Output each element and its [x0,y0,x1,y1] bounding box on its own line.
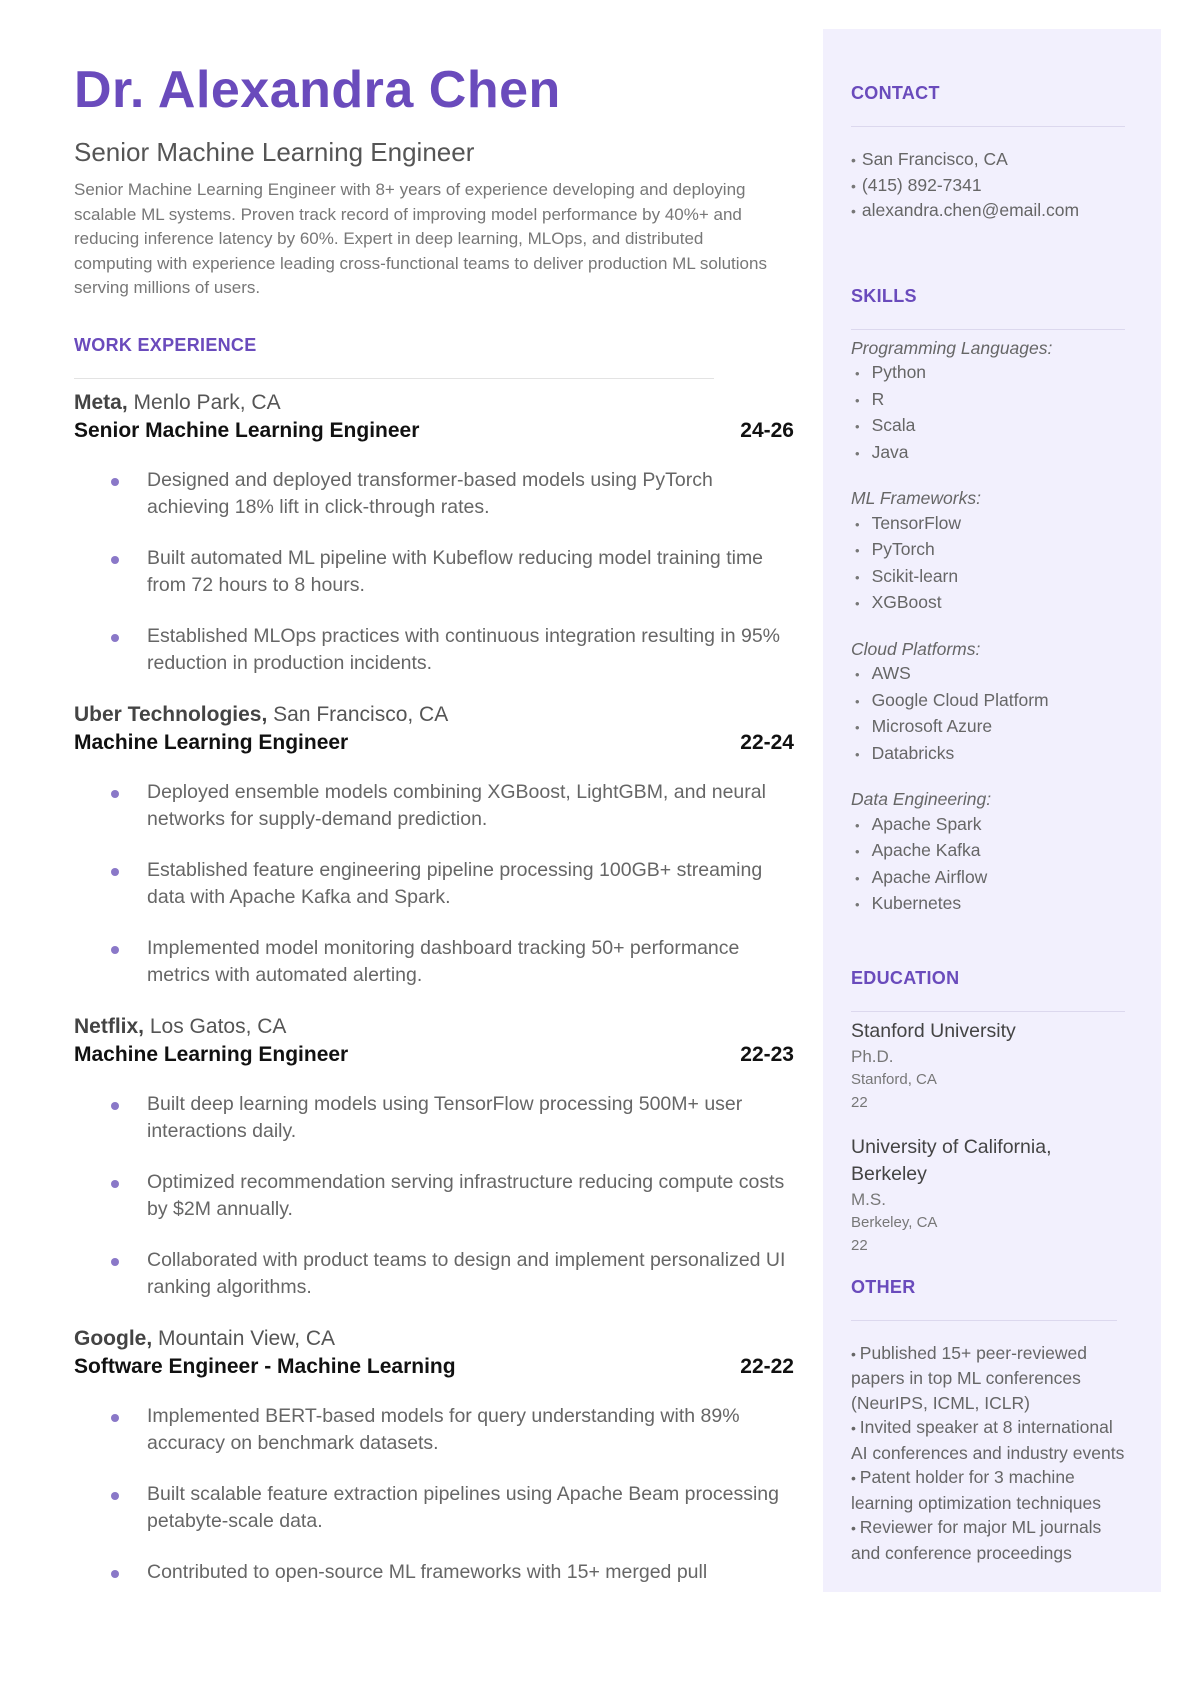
bullet-text: Implemented BERT-based models for query understanding with 89% accuracy on benchmark datasets. [147,1404,740,1454]
bullet-text: Optimized recommendation serving infrastructure reducing compute costs by $2M annually. [147,1170,785,1220]
skill-item [851,812,1131,839]
bullet-dot-icon [111,1180,119,1188]
job-bullets [74,1403,794,1586]
bullet-text: Built scalable feature extraction pipelines using Apache Beam processing petabyte-scale data. [147,1482,779,1532]
company-name: Meta, [74,390,128,414]
degree: Ph.D. [851,1046,894,1066]
skill-text: Google Cloud Platform [871,689,1049,710]
contact-text: (415) 892-7341 [861,174,982,195]
skill-text: Apache Spark [871,813,982,834]
bullet-icon: • [855,870,860,886]
skill-items [851,661,1131,767]
bullet-icon: • [851,203,856,219]
school-name: University of California, Berkeley [851,1135,1052,1185]
company-name: Uber Technologies, [74,702,268,726]
skill-item [851,360,1131,387]
other-text: Published 15+ peer-reviewed papers in top ML conferences (NeurIPS, ICML, ICLR) [851,1342,1087,1413]
skill-text: PyTorch [871,539,935,559]
job-company-line [74,389,794,417]
job-bullets [74,467,794,677]
skill-item [851,590,1131,617]
bullet-icon: • [855,569,860,585]
divider [74,378,714,379]
role-row [74,417,794,445]
skill-text: Scala [871,415,916,435]
skill-text: Microsoft Azure [871,716,993,736]
contact-item [851,147,1131,173]
skill-text: Apache Kafka [871,840,981,860]
summary: Senior Machine Learning Engineer with 8+ years of experience developing and deploying scalable ML systems. Proven track record of improving model performance by 40%+ and reducing inference latency by 60%. Expert in deep learning, MLOps, and distributed computing with experience leading cross-functional teams to deliver production ML solutions serving millions of users. [74,180,767,297]
bullet-item [74,545,794,599]
bullet-icon: • [851,152,856,168]
skill-item [851,413,1131,440]
bullet-text: Deployed ensemble models combining XGBoost, LightGBM, and neural networks for supply-demand prediction. [147,780,766,830]
other-item [851,1415,1131,1465]
job-role: Machine Learning Engineer [74,1042,349,1066]
bullet-icon: • [851,1470,860,1486]
bullet-dot-icon [111,1414,119,1422]
bullet-text: Built deep learning models using TensorFlow processing 500M+ user interactions daily. [147,1092,743,1142]
bullet-text: Built automated ML pipeline with Kubeflow reducing model training time from 72 hours to 8 hours. [147,546,764,596]
bullet-item [74,1091,794,1145]
sidebar [823,29,1161,1592]
candidate-name: Dr. Alexandra Chen [74,61,561,119]
bullet-item [74,857,794,911]
skill-text: Databricks [871,742,955,763]
other-heading: OTHER [851,1276,916,1297]
bullet-text: Implemented model monitoring dashboard tracking 50+ performance metrics with automated alerting. [147,936,740,986]
job-location: San Francisco, CA [273,702,449,726]
other-item [851,1341,1131,1416]
skill-item [851,387,1131,414]
school-name: Stanford University [851,1019,1016,1042]
bullet-item [74,1481,794,1535]
bullet-dot-icon [111,1258,119,1266]
job-company-line [74,701,794,729]
degree: M.S. [851,1189,886,1209]
bullet-dot-icon [111,1570,119,1578]
skill-item [851,838,1131,865]
bullet-icon: • [855,596,860,611]
bullet-text: Collaborated with product teams to design and implement personalized UI ranking algorithms. [147,1248,786,1298]
contact-item [851,198,1131,224]
bullet-dot-icon [111,790,119,798]
divider [851,329,1125,330]
bullet-dot-icon [111,634,119,642]
bullet-icon: • [855,720,860,735]
other-item [851,1465,1131,1515]
contact-item [851,173,1131,199]
bullet-item [74,1169,794,1223]
skill-category [851,637,1131,768]
skill-category-name: Programming Languages: [851,337,1053,358]
school-location: Stanford, CA [851,1070,937,1088]
bullet-item [74,1559,794,1586]
job-role: Software Engineer - Machine Learning [74,1354,456,1378]
bullet-item [74,467,794,521]
school-location: Berkeley, CA [851,1213,938,1231]
job-entry [74,1325,794,1586]
divider [851,126,1125,127]
education-entry [851,1134,1131,1257]
skill-text: Python [871,362,927,382]
bullet-icon: • [851,177,856,194]
bullet-text: Contributed to open-source ML frameworks with 15+ merged pull [147,1560,708,1583]
bullet-text: Established MLOps practices with continuous integration resulting in 95% reduction in production incidents. [147,624,781,674]
job-role: Machine Learning Engineer [74,730,349,754]
skill-item [851,537,1131,564]
education-heading: EDUCATION [851,967,960,988]
other-text: Reviewer for major ML journals and conference proceedings [851,1517,1102,1563]
bullet-icon: • [855,667,860,682]
skill-item [851,891,1131,918]
skills-list [851,336,1131,918]
company-name: Google, [74,1326,153,1350]
bullet-icon: • [855,516,860,532]
contact-text: San Francisco, CA [861,149,1008,169]
bullet-dot-icon [111,1492,119,1500]
bullet-item [74,1403,794,1457]
skill-item [851,741,1131,768]
company-name: Netflix, [74,1014,145,1038]
bullet-dot-icon [111,946,119,954]
skill-category-name: Cloud Platforms: [851,638,981,659]
bullet-icon: • [855,366,860,381]
main-column [74,58,794,1610]
jobs-list [74,389,794,1586]
bullet-icon: • [855,693,860,709]
job-location: Los Gatos, CA [149,1014,287,1038]
bullet-icon: • [855,543,860,558]
bullet-icon: • [855,445,860,461]
skill-text: Kubernetes [871,893,962,913]
skill-category [851,486,1131,617]
job-entry [74,701,794,989]
bullet-item [74,1247,794,1301]
job-role: Senior Machine Learning Engineer [74,418,420,442]
bullet-icon: • [851,1345,860,1362]
other-text: Patent holder for 3 machine learning optimization techniques [851,1467,1102,1513]
skill-item [851,865,1131,892]
bullet-text: Designed and deployed transformer-based models using PyTorch achieving 18% lift in click-through rates. [147,468,713,518]
skill-text: XGBoost [871,592,942,612]
skill-category [851,787,1131,918]
bullet-icon: • [855,817,860,833]
skill-items [851,360,1131,466]
bullet-icon: • [855,419,860,434]
candidate-title: Senior Machine Learning Engineer [74,137,475,167]
skill-category [851,336,1131,467]
bullet-text: Established feature engineering pipeline processing 100GB+ streaming data with Apache Kafka and Spark. [147,858,763,908]
work-experience-heading: WORK EXPERIENCE [74,334,257,355]
skill-item [851,661,1131,688]
skill-item [851,511,1131,538]
skill-item [851,714,1131,741]
skill-category-name: Data Engineering: [851,789,992,809]
job-entry [74,389,794,677]
bullet-item [74,623,794,677]
bullet-dot-icon [111,868,119,876]
job-entry [74,1013,794,1301]
other-items [851,1341,1131,1566]
skill-item [851,688,1131,715]
job-company-line [74,1325,794,1353]
bullet-icon: • [855,746,860,762]
bullet-icon: • [855,392,860,408]
skill-text: R [871,388,885,409]
skill-text: TensorFlow [871,512,962,533]
divider [851,1011,1125,1012]
graduation-year: 22 [851,1093,868,1111]
bullet-icon: • [855,897,860,912]
other-item [851,1515,1131,1565]
education-entry [851,1018,1131,1114]
job-dates: 22-22 [740,1354,794,1378]
skill-item [851,564,1131,591]
skill-item [851,440,1131,467]
role-row [74,1353,794,1381]
bullet-icon: • [851,1420,860,1436]
job-dates: 24-26 [740,418,794,442]
skill-text: Java [871,441,909,462]
bullet-icon: • [855,844,860,859]
skill-category-name: ML Frameworks: [851,488,981,508]
bullet-item [74,779,794,833]
skills-heading: SKILLS [851,285,917,306]
job-company-line [74,1013,794,1041]
skill-text: AWS [871,663,911,683]
bullet-dot-icon [111,556,119,564]
job-location: Mountain View, CA [158,1326,336,1350]
contact-text: alexandra.chen@email.com [861,200,1080,220]
graduation-year: 22 [851,1236,868,1254]
job-dates: 22-23 [740,1042,794,1066]
role-row [74,729,794,757]
contact-heading: CONTACT [851,83,940,103]
divider [851,1320,1117,1321]
skill-items [851,511,1131,617]
other-list [851,1341,1131,1566]
job-bullets [74,1091,794,1301]
skill-items [851,812,1131,918]
job-location: Menlo Park, CA [133,390,281,414]
role-row [74,1041,794,1069]
education-list [851,1018,1131,1257]
bullet-dot-icon [111,1102,119,1110]
contact-list [851,147,1131,224]
other-text: Invited speaker at 8 international AI conferences and industry events [851,1417,1125,1463]
skill-text: Scikit-learn [871,565,959,586]
bullet-dot-icon [111,478,119,486]
job-dates: 22-24 [740,730,794,754]
job-bullets [74,779,794,989]
skill-text: Apache Airflow [871,866,988,887]
bullet-item [74,935,794,989]
bullet-icon: • [851,1520,860,1536]
